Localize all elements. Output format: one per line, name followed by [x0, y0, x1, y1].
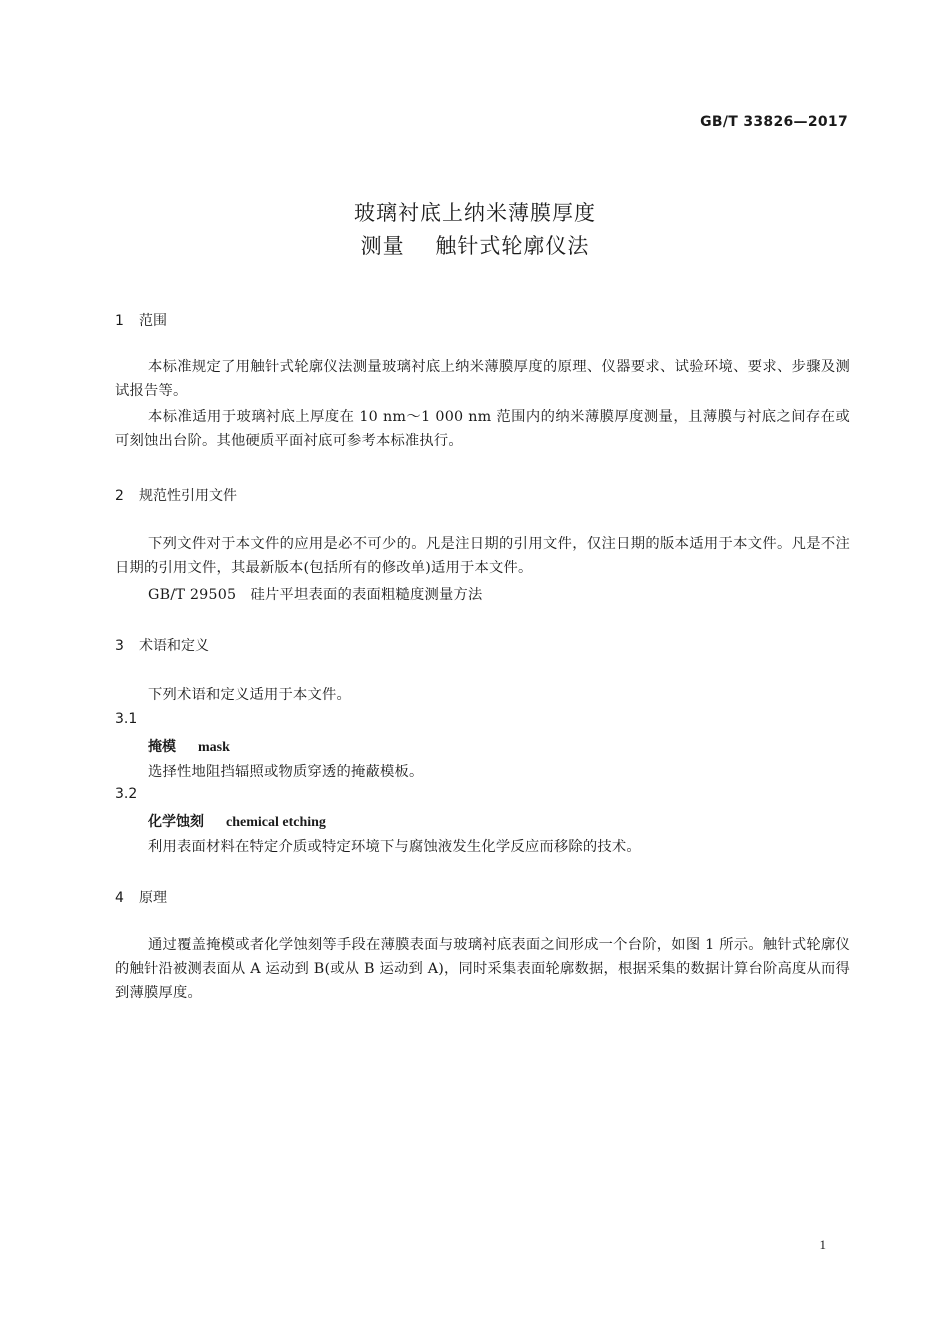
section-title: 术语和定义	[139, 638, 209, 654]
term-title	[148, 736, 230, 756]
term-definition: 选择性地阻挡辐照或物质穿透的掩蔽模板。	[148, 764, 424, 780]
section-title: 原理	[139, 890, 167, 906]
section-3-heading	[115, 635, 209, 655]
section-number: 4	[115, 890, 124, 906]
term-number: 3.1	[115, 711, 138, 727]
section-number: 2	[115, 488, 124, 504]
section-2-heading	[115, 485, 237, 505]
section-2-paragraph-1: 下列文件对于本文件的应用是必不可少的。凡是注日期的引用文件，仅注日期的版本适用于本文件。凡是不注日期的引用文件，其最新版本(包括所有的修改单)适用于本文件。	[115, 536, 850, 576]
page-number: 1	[819, 1237, 826, 1252]
document-title-line-1: 玻璃衬底上纳米薄膜厚度	[354, 201, 596, 225]
term-title	[148, 811, 326, 831]
term-en: mask	[198, 740, 230, 755]
document-code: GB/T 33826—2017	[700, 114, 848, 130]
document-title-line-2: 测量 触针式轮廓仪法	[360, 234, 590, 258]
section-title: 规范性引用文件	[139, 488, 237, 504]
section-3-intro: 下列术语和定义适用于本文件。	[148, 687, 351, 703]
section-1-paragraph-2: 本标准适用于玻璃衬底上厚度在 10 nm～1 000 nm 范围内的纳米薄膜厚度测量，且薄膜与衬底之间存在或可刻蚀出台阶。其他硬质平面衬底可参考本标准执行。	[115, 409, 850, 449]
term-en: chemical etching	[226, 815, 326, 830]
section-number: 1	[115, 313, 124, 329]
section-4-paragraph-1: 通过覆盖掩模或者化学蚀刻等手段在薄膜表面与玻璃衬底表面之间形成一个台阶，如图 1 所示。触针式轮廓仪的触针沿被测表面从 A 运动到 B(或从 B 运动到 A)，同时采集表面轮廓数据，根据采集的数据计算台阶高度从而得到薄膜厚度。	[115, 937, 850, 1001]
section-1-heading	[115, 310, 167, 330]
section-1-paragraph-1: 本标准规定了用触针式轮廓仪法测量玻璃衬底上纳米薄膜厚度的原理、仪器要求、试验环境、要求、步骤及测试报告等。	[115, 359, 850, 399]
section-4-heading	[115, 887, 167, 907]
term-number: 3.2	[115, 786, 138, 802]
term-definition: 利用表面材料在特定介质或特定环境下与腐蚀液发生化学反应而移除的技术。	[148, 839, 641, 855]
term-zh: 掩模	[148, 739, 176, 755]
section-number: 3	[115, 638, 124, 654]
section-title: 范围	[139, 313, 167, 329]
normative-reference: GB/T 29505 硅片平坦表面的表面粗糙度测量方法	[148, 587, 483, 603]
term-zh: 化学蚀刻	[148, 814, 204, 830]
